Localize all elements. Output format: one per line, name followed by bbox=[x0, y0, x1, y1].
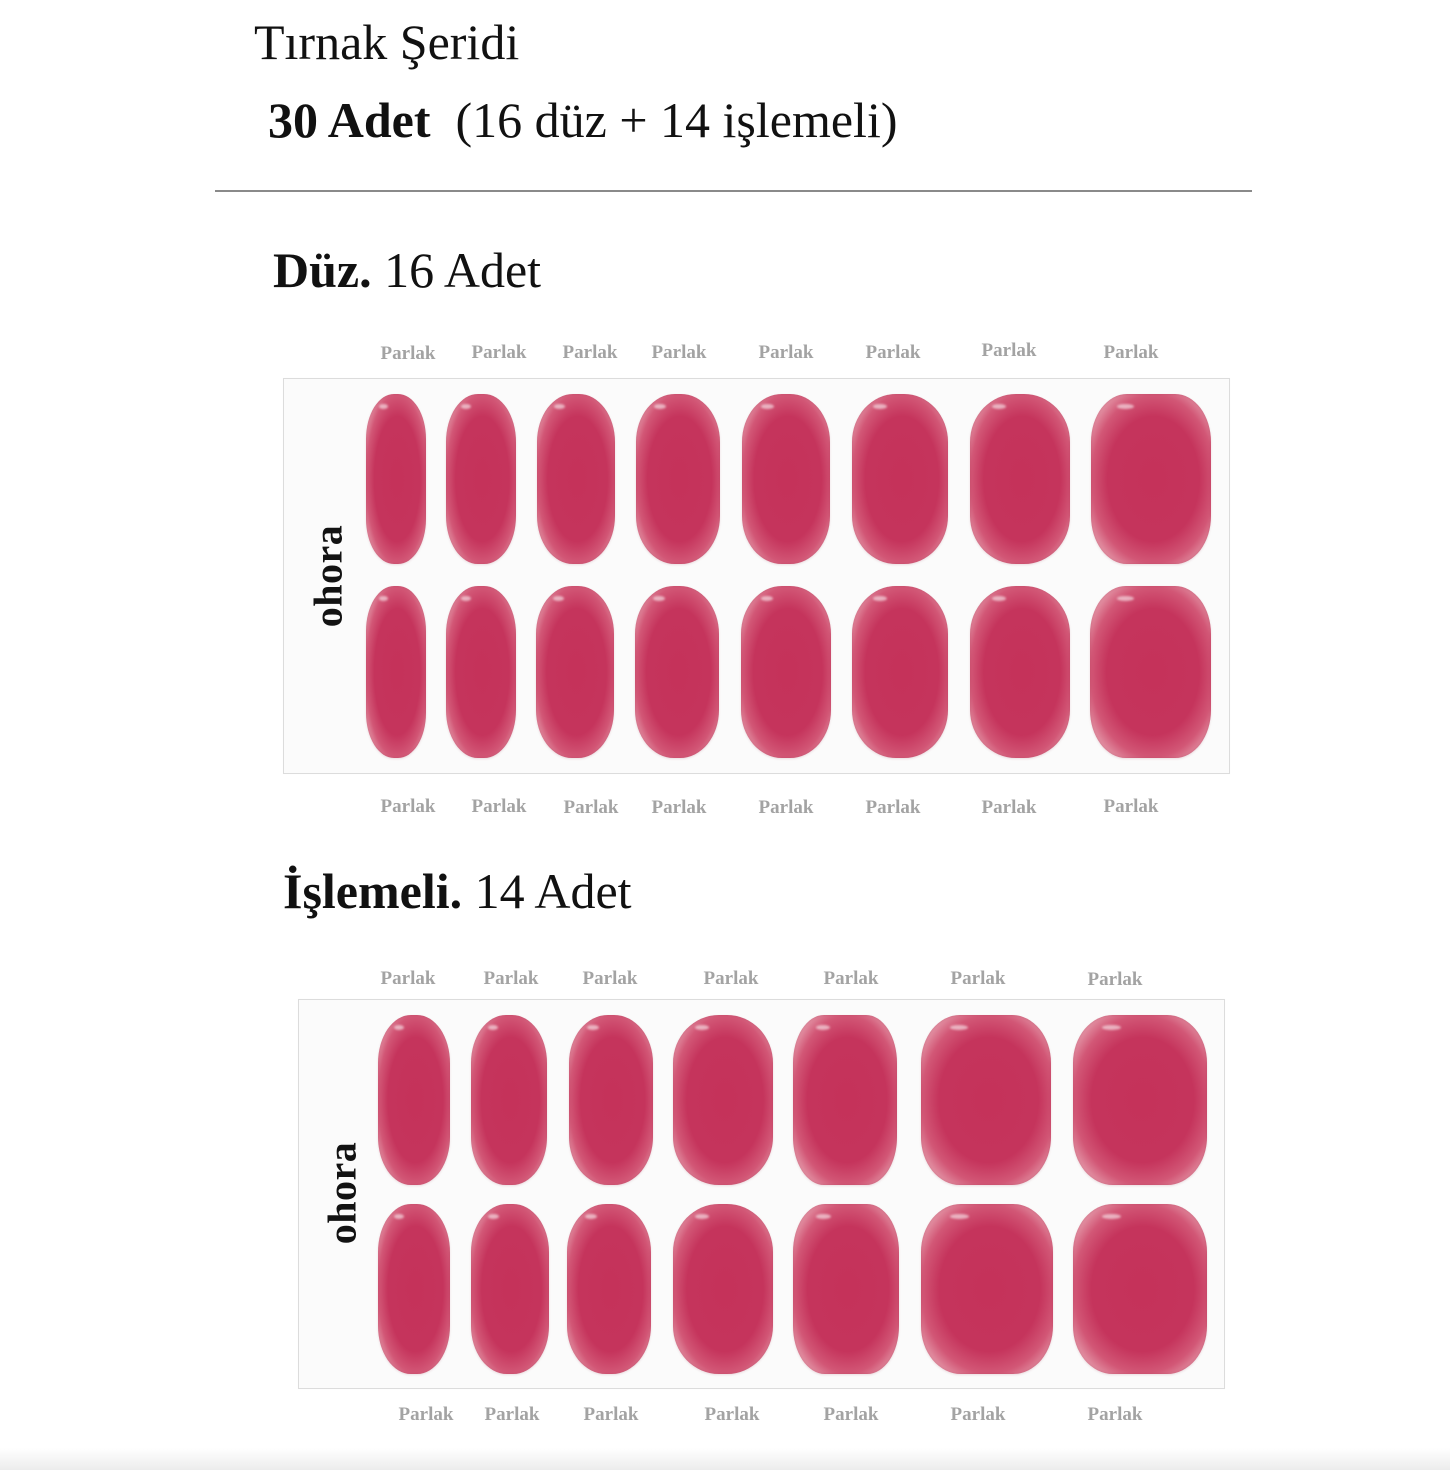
nail-tip bbox=[970, 394, 1070, 564]
total-count: 30 Adet bbox=[268, 92, 431, 148]
finish-label: Parlak bbox=[823, 968, 879, 989]
finish-label: Parlak bbox=[950, 968, 1006, 989]
finish-label: Parlak bbox=[758, 342, 814, 363]
plain-heading-count: 16 Adet bbox=[384, 242, 542, 298]
nail-tip bbox=[366, 586, 426, 758]
finish-label: Parlak bbox=[1087, 1404, 1143, 1425]
nail-tip bbox=[471, 1204, 549, 1374]
nail-tip bbox=[921, 1015, 1051, 1185]
nail-tip bbox=[536, 586, 614, 758]
nail-tip bbox=[1073, 1204, 1207, 1374]
page-title: Tırnak Şeridi bbox=[254, 14, 520, 70]
finish-label: Parlak bbox=[380, 968, 436, 989]
finish-label: Parlak bbox=[981, 340, 1037, 361]
nail-tip bbox=[636, 394, 720, 564]
finish-label: Parlak bbox=[1103, 342, 1159, 363]
plain-section-heading bbox=[273, 240, 541, 300]
finish-label: Parlak bbox=[823, 1404, 879, 1425]
nail-tip bbox=[1090, 586, 1211, 758]
finish-label: Parlak bbox=[483, 968, 539, 989]
nail-tip bbox=[742, 394, 830, 564]
finish-label: Parlak bbox=[471, 342, 527, 363]
nail-tip bbox=[673, 1204, 773, 1374]
finish-label: Parlak bbox=[1087, 969, 1143, 990]
nail-tip bbox=[1091, 394, 1211, 564]
bottom-fade bbox=[0, 1448, 1450, 1470]
nail-tip bbox=[1073, 1015, 1207, 1185]
nail-tip bbox=[741, 586, 831, 758]
nail-tip bbox=[852, 394, 948, 564]
finish-label: Parlak bbox=[582, 968, 638, 989]
decorated-heading-bold: İşlemeli. bbox=[283, 863, 463, 919]
finish-label: Parlak bbox=[471, 796, 527, 817]
finish-label: Parlak bbox=[865, 797, 921, 818]
nail-tip bbox=[567, 1204, 651, 1374]
finish-label: Parlak bbox=[380, 796, 436, 817]
nail-tip bbox=[537, 394, 615, 564]
decorated-heading-count: 14 Adet bbox=[474, 863, 632, 919]
nail-tip bbox=[569, 1015, 653, 1185]
brand-logo: ohora bbox=[319, 1141, 365, 1245]
nail-tip bbox=[793, 1015, 897, 1185]
nail-sheet-plain bbox=[283, 378, 1230, 774]
nail-tip bbox=[366, 394, 426, 564]
finish-label: Parlak bbox=[484, 1404, 540, 1425]
nail-tip bbox=[446, 394, 516, 564]
finish-label: Parlak bbox=[398, 1404, 454, 1425]
finish-label: Parlak bbox=[583, 1404, 639, 1425]
nail-tip bbox=[446, 586, 516, 758]
divider bbox=[215, 190, 1252, 192]
finish-label: Parlak bbox=[950, 1404, 1006, 1425]
decorated-section-heading bbox=[283, 861, 632, 921]
finish-label: Parlak bbox=[704, 1404, 760, 1425]
nail-sheet-decorated bbox=[298, 999, 1225, 1389]
nail-tip bbox=[673, 1015, 773, 1185]
finish-label: Parlak bbox=[865, 342, 921, 363]
finish-label: Parlak bbox=[651, 797, 707, 818]
finish-label: Parlak bbox=[651, 342, 707, 363]
nail-tip bbox=[635, 586, 719, 758]
plain-heading-bold: Düz. bbox=[273, 242, 372, 298]
finish-label: Parlak bbox=[981, 797, 1037, 818]
finish-label: Parlak bbox=[562, 342, 618, 363]
nail-tip bbox=[970, 586, 1070, 758]
nail-tip bbox=[471, 1015, 547, 1185]
finish-label: Parlak bbox=[380, 343, 436, 364]
nail-tip bbox=[793, 1204, 899, 1374]
count-breakdown: (16 düz + 14 işlemeli) bbox=[455, 92, 898, 148]
finish-label: Parlak bbox=[1103, 796, 1159, 817]
nail-tip bbox=[852, 586, 948, 758]
nail-tip bbox=[378, 1015, 450, 1185]
nail-tip bbox=[921, 1204, 1053, 1374]
finish-label: Parlak bbox=[563, 797, 619, 818]
page-subtitle bbox=[268, 90, 898, 150]
finish-label: Parlak bbox=[758, 797, 814, 818]
finish-label: Parlak bbox=[703, 968, 759, 989]
brand-logo: ohora bbox=[305, 524, 351, 628]
nail-tip bbox=[378, 1204, 450, 1374]
